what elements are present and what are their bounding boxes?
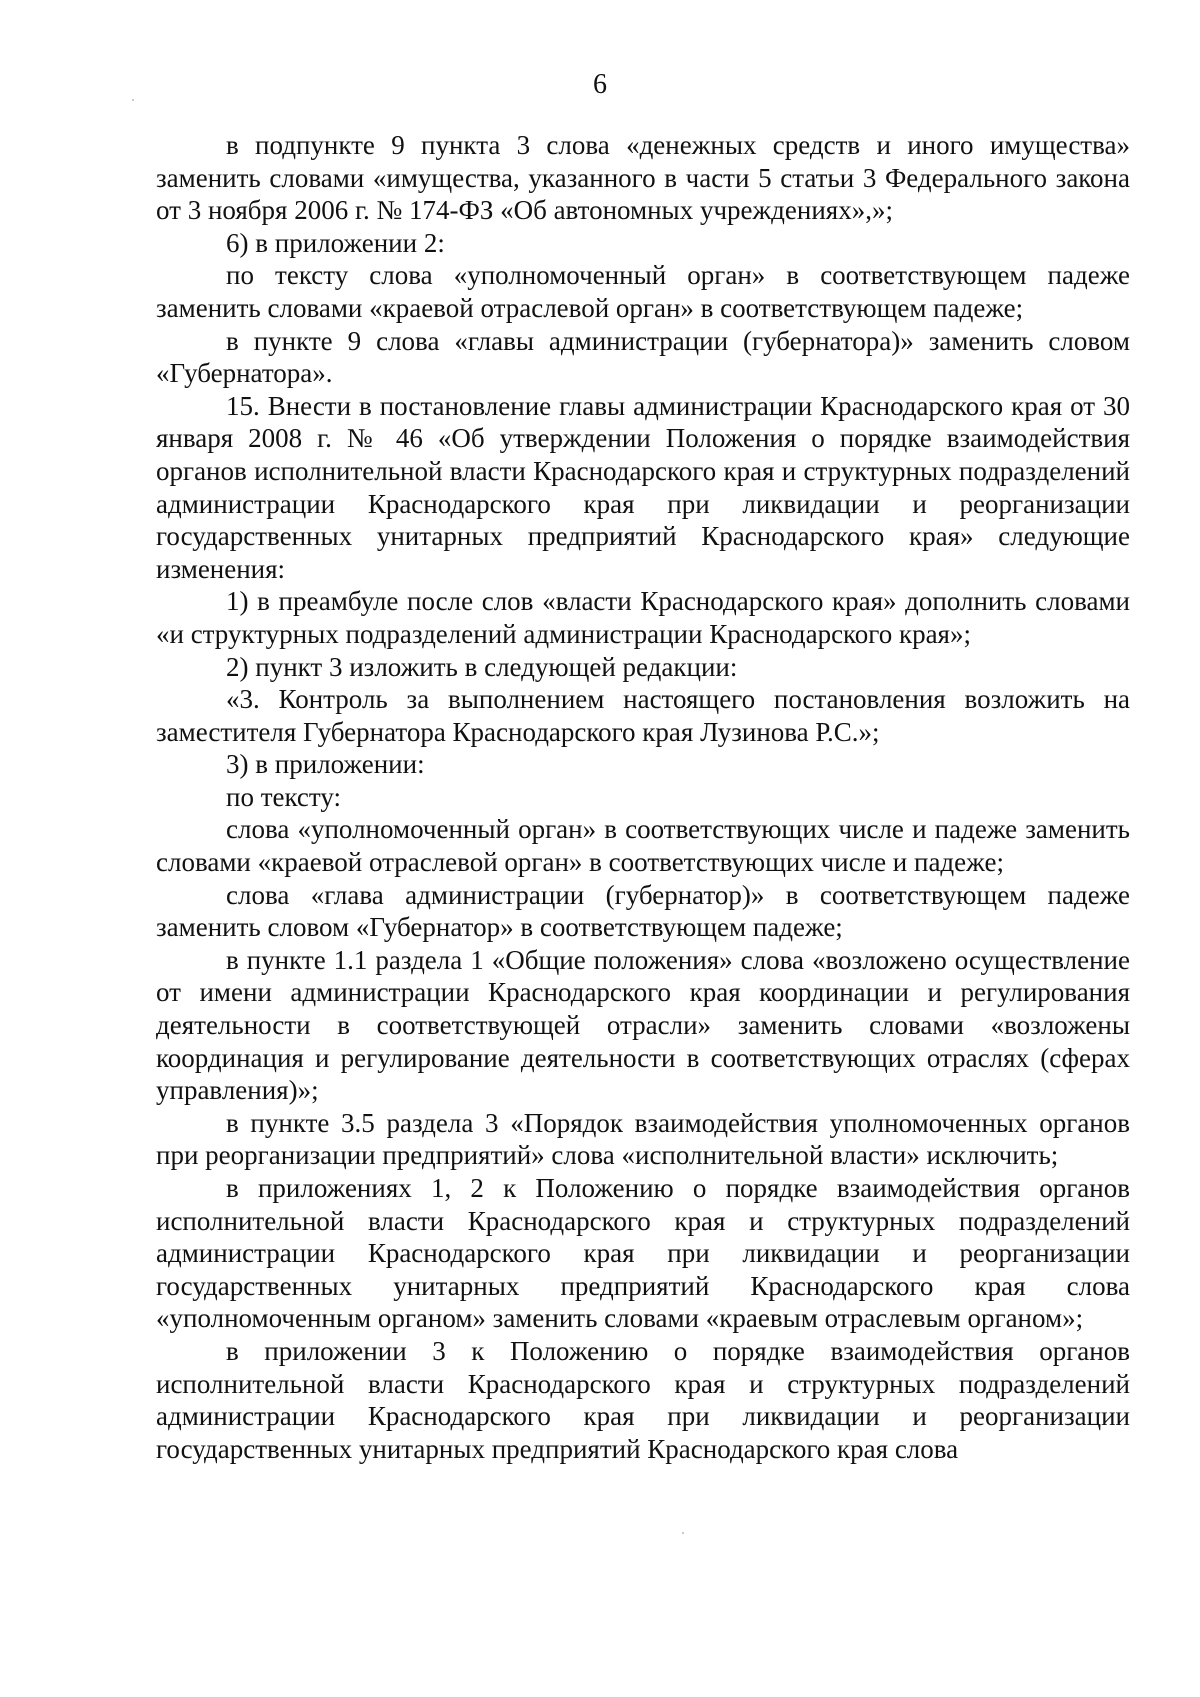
paragraph-point-1-1: в пункте 1.1 раздела 1 «Общие положения» слова «возложено осуществление от имени администрации Краснодарского края координации и регулирования деятельности в соответствующей отрасли» заменить словами «возложены координация и регулирование деятельности в соответствующих отраслях (сферах управления)»; (156, 944, 1130, 1106)
paragraph-item-15: 15. Внести в постановление главы администрации Краснодарского края от 30 января 2008 г. № 46 «Об утверждении Положения о порядке взаимодействия органов исполнительной власти Краснодарского края и структурных подразделений администрации Краснодарского края при ликвидации и реорганизации государственных унитарных предприятий Краснодарского края» следующие изменения: (156, 390, 1130, 584)
paragraph-point-3-text: «3. Контроль за выполнением настоящего постановления возложить на заместителя Губернатора Краснодарского края Лузинова Р.С.»; (156, 684, 1130, 747)
paragraph-authorized-body: слова «уполномоченный орган» в соответствующих числе и падеже заменить словами «краевой отраслевой орган» в соответствующих числе и падеже; (156, 814, 1130, 878)
paragraph-throughout-text: по тексту: (226, 781, 342, 812)
paragraph-annex-heading: 3) в приложении: (226, 749, 425, 780)
paragraph-subpoint-9: в подпункте 9 пункта 3 слова «денежных средств и иного имущества» заменить словами «имущества, указанного в части 5 статьи 3 Федерального закона от 3 ноября 2006 г. № 174-ФЗ «Об автономных учреждениях»,»; (156, 130, 1130, 226)
document-body (156, 129, 1130, 1465)
scan-speck (682, 1532, 684, 1534)
paragraph-point-3-5: в пункте 3.5 раздела 3 «Порядок взаимодействия уполномоченных органов при реорганизации предприятий» слова «исполнительной власти» исключить; (156, 1107, 1130, 1171)
paragraph-annexes-1-2: в приложениях 1, 2 к Положению о порядке взаимодействия органов исполнительной власти Краснодарского края и структурных подразделений администрации Краснодарского края при ликвидации и реорганизации государственных унитарных предприятий Краснодарского края слова «уполномоченным органом» заменить словами «краевым отраслевым органом»; (156, 1173, 1130, 1334)
paragraph-annex-2-heading: 6) в приложении 2: (226, 227, 445, 258)
paragraph-annex-2-point-9: в пункте 9 слова «главы администрации (губернатора)» заменить словом «Губернатора». (156, 325, 1130, 389)
paragraph-annex-3: в приложении 3 к Положению о порядке взаимодействия органов исполнительной власти Краснодарского края и структурных подразделений администрации Краснодарского края при ликвидации и реорганизации государственных унитарных предприятий Краснодарского края слова (156, 1335, 1130, 1464)
scan-speck (132, 99, 134, 101)
paragraph-point-3-heading: 2) пункт 3 изложить в следующей редакции: (226, 651, 738, 682)
paragraph-governor: слова «глава администрации (губернатор)» в соответствующем падеже заменить словом «Губернатор» в соответствующем падеже; (156, 879, 1130, 943)
page-number: 6 (593, 69, 607, 100)
paragraph-annex-2-text: по тексту слова «уполномоченный орган» в соответствующем падеже заменить словами «краевой отраслевой орган» в соответствующем падеже; (156, 260, 1130, 323)
paragraph-preamble-change: 1) в преамбуле после слов «власти Краснодарского края» дополнить словами «и структурных подразделений администрации Краснодарского края»; (156, 586, 1130, 649)
